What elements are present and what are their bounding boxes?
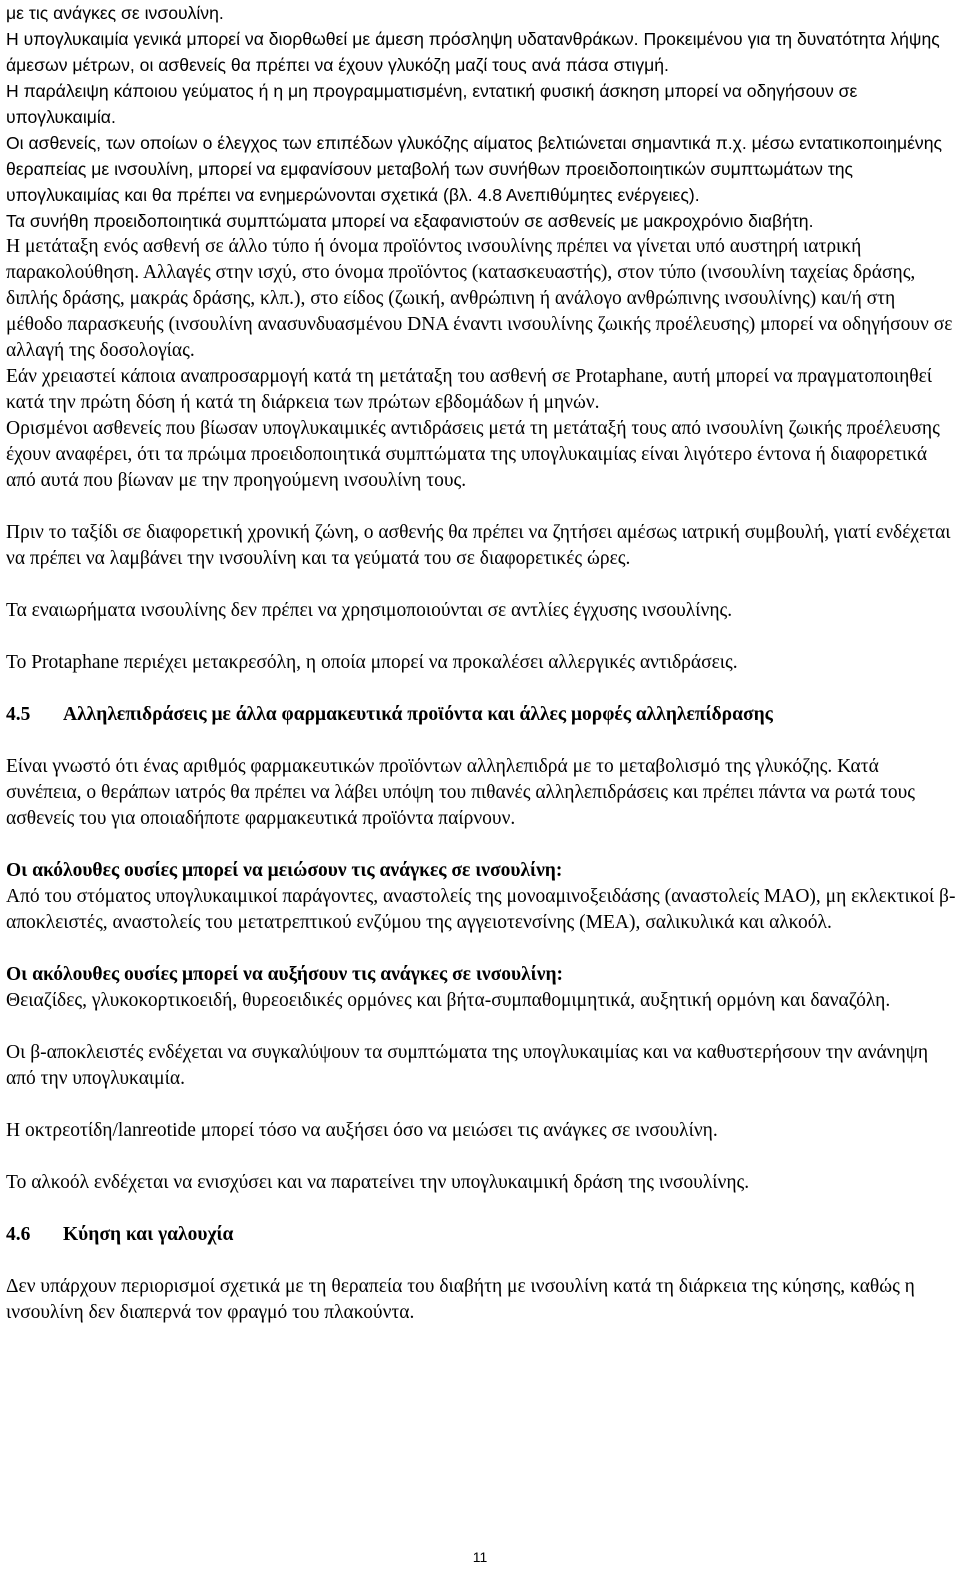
missed-meal-paragraph: Η παράλειψη κάποιου γεύματος ή η μη προγραμματισμένη, εντατική φυσική άσκηση μπορεί να οδηγήσουν σε υπογλυκαιμία. bbox=[6, 81, 858, 127]
metacresol-paragraph: Το Protaphane περιέχει μετακρεσόλη, η οποία μπορεί να προκαλέσει αλλεργικές αντιδράσεις. bbox=[6, 652, 738, 673]
improved-control-paragraph: Οι ασθενείς, των οποίων ο έλεγχος των επιπέδων γλυκόζης αίματος βελτιώνεται σημαντικά π.χ. μέσω εντατικοποιημένης θεραπείας με ινσουλίνη, μπορεί να εμφανίσουν μεταβολή των συνήθων προειδοποιητικών συμπτωμάτων της υπογλυκαιμίας και θα πρέπει να ενημερώνονται σχετικά (βλ. 4.8 Ανεπιθύμητες ενέργειες). bbox=[6, 133, 942, 205]
increase-heading: Οι ακόλουθες ουσίες μπορεί να αυξήσουν τις ανάγκες σε ινσουλίνη: bbox=[6, 964, 564, 985]
decrease-text: Από του στόματος υπογλυκαιμικοί παράγοντες, αναστολείς της μονοαμινοξειδάσης (αναστολείς MAO), μη εκλεκτικοί β-αποκλειστές, αναστολείς του μετατρεπτικού ενζύμου της αγγειοτενσίνης (MEA), σαλικυλικά και αλκοόλ. bbox=[6, 886, 956, 933]
section-4-6-heading bbox=[6, 1222, 956, 1248]
section-title: Αλληλεπιδράσεις με άλλα φαρμακευτικά προϊόντα και άλλες μορφές αλληλεπίδρασης bbox=[63, 704, 773, 725]
interactions-intro: Είναι γνωστό ότι ένας αριθμός φαρμακευτικών προϊόντων αλληλεπιδρά με το μεταβολισμό της γλυκόζης. Κατά συνέπεια, ο θεράπων ιατρός θα πρέπει να λάβει υπόψη του πιθανές αλληλεπιδράσεις και πρέπει πάντα να ρωτά τους ασθενείς του για οποιαδήποτε φαρμακευτικά προϊόντα παίρνουν. bbox=[6, 756, 915, 829]
section-number: 4.6 bbox=[6, 1224, 31, 1245]
hypoglycemia-warnings-block bbox=[6, 0, 956, 234]
adjustment-paragraph: Εάν χρειαστεί κάποια αναπροσαρμογή κατά τη μετάταξη του ασθενή σε Protaphane, αυτή μπορεί να πραγματοποιηθεί κατά την πρώτη δόση ή κατά τη διάρκεια των πρώτων εβδομάδων ή μηνών. bbox=[6, 366, 933, 413]
beta-blockers-paragraph: Οι β-αποκλειστές ενδέχεται να συγκαλύψουν τα συμπτώματα της υπογλυκαιμίας και να καθυστερήσουν την ανάνηψη από την υπογλυκαιμία. bbox=[6, 1042, 929, 1089]
pregnancy-paragraph: Δεν υπάρχουν περιορισμοί σχετικά με τη θεραπεία του διαβήτη με ινσουλίνη κατά τη διάρκεια της κύησης, καθώς η ινσουλίνη δεν διαπερνά τον φραγμό του πλακούντα. bbox=[6, 1276, 915, 1323]
animal-insulin-paragraph: Ορισμένοι ασθενείς που βίωσαν υπογλυκαιμικές αντιδράσεις μετά τη μετάταξή τους από ινσουλίνη ζωικής προέλευσης έχουν αναφέρει, ότι τα πρώιμα προειδοποιητικά συμπτώματα της υπογλυκαιμίας είναι λιγότερο έντονα ή διαφορετικά από αυτά που βίωναν με την προηγούμενη ινσουλίνη τους. bbox=[6, 418, 940, 491]
decrease-heading: Οι ακόλουθες ουσίες μπορεί να μειώσουν τις ανάγκες σε ινσουλίνη: bbox=[6, 860, 563, 881]
alcohol-paragraph: Το αλκοόλ ενδέχεται να ενισχύσει και να παρατείνει την υπογλυκαιμική δράση της ινσουλίνης. bbox=[6, 1172, 750, 1193]
increase-text: Θειαζίδες, γλυκοκορτικοειδή, θυρεοειδικές ορμόνες και βήτα-συμπαθομιμητικά, αυξητική ορμόνη και δαναζόλη. bbox=[6, 990, 891, 1011]
page-number: 11 bbox=[472, 1549, 488, 1565]
section-title: Κύηση και γαλουχία bbox=[63, 1224, 234, 1245]
section-number: 4.5 bbox=[6, 704, 31, 725]
transfer-paragraph: Η μετάταξη ενός ασθενή σε άλλο τύπο ή όνομα προϊόντος ινσουλίνης πρέπει να γίνεται υπό αυστηρή ιατρική παρακολούθηση. Αλλαγές στην ισχύ, στο όνομα προϊόντος (κατασκευαστής), στον τύπο (ινσουλίνη ταχείας δράσης, διπλής δράσης, μακράς δράσης, κλπ.), στο είδος (ζωική, ανθρώπινη ή ανάλογο ανθρώπινης ινσουλίνης) και/ή στη μέθοδο παρασκευής (ινσουλίνη ανασυνδυασμένου DNA έναντι ινσουλίνης ζωικής προέλευσης) μπορεί να οδηγήσουν σε αλλαγή της δοσολογίας. bbox=[6, 236, 953, 361]
hypoglycemia-correction-paragraph: Η υπογλυκαιμία γενικά μπορεί να διορθωθεί με άμεση πρόσληψη υδατανθράκων. Προκειμένου για τη δυνατότητα λήψης άμεσων μέτρων, οι ασθενείς θα πρέπει να έχουν γλυκόζη μαζί τους ανά πάσα στιγμή. bbox=[6, 29, 940, 75]
insulin-needs-fragment: με τις ανάγκες σε ινσουλίνη. bbox=[6, 3, 224, 23]
octreotide-paragraph: Η οκτρεοτίδη/lanreotide μπορεί τόσο να αυξήσει όσο να μειώσει τις ανάγκες σε ινσουλίνη. bbox=[6, 1120, 718, 1141]
long-diabetes-paragraph: Τα συνήθη προειδοποιητικά συμπτώματα μπορεί να εξαφανιστούν σε ασθενείς με μακροχρόνιο διαβήτη. bbox=[6, 211, 814, 231]
section-4-5-heading bbox=[6, 702, 956, 728]
travel-paragraph: Πριν το ταξίδι σε διαφορετική χρονική ζώνη, ο ασθενής θα πρέπει να ζητήσει αμέσως ιατρική συμβουλή, γιατί ενδέχεται να πρέπει να λαμβάνει την ινσουλίνη και τα γεύματά του σε διαφορετικές ώρες. bbox=[6, 522, 951, 569]
document-page bbox=[6, 0, 956, 1326]
pump-paragraph: Τα εναιωρήματα ινσουλίνης δεν πρέπει να χρησιμοποιούνται σε αντλίες έγχυσης ινσουλίνης. bbox=[6, 600, 733, 621]
